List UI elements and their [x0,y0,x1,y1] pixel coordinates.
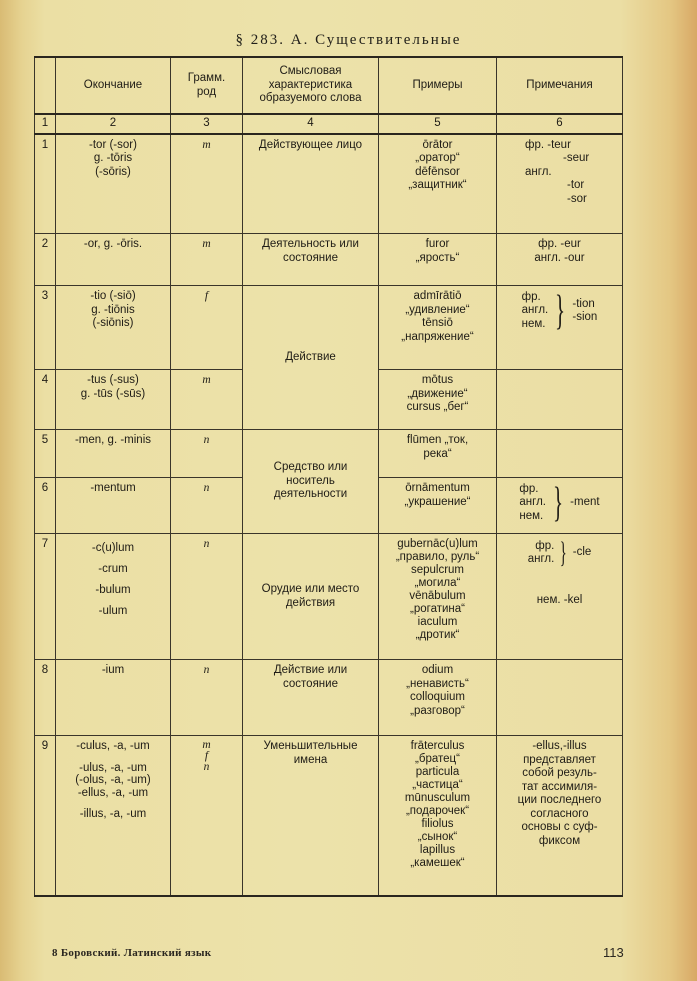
row-number: 3 [35,286,56,370]
gender-cell: n [171,478,243,534]
row-number: 6 [35,478,56,534]
example-line: река“ [423,447,452,460]
ending-line: (-olus, -a, -um) [75,774,151,786]
ending-line: -tor (-sor) [89,138,137,151]
table-row [35,660,623,736]
gender-cell: m [171,370,243,430]
examples-cell [379,370,497,430]
note-lang: англ. [521,304,549,317]
row-number: 9 [35,736,56,896]
meaning-cell: Уменьшительные имена [243,736,379,896]
table-row [35,736,623,896]
example-line: „сынок“ [417,831,458,843]
table-row [35,234,623,286]
examples-cell [379,660,497,736]
note-lang: англ. [519,496,546,509]
table-row [35,134,623,234]
gender-cell: f [171,286,243,370]
note-extra: нем. -kel [536,594,583,606]
note-line: фр. -teur [525,138,571,151]
note-line: -sor [567,192,587,205]
notes-cell [497,660,623,736]
note-lang: фр. [535,539,555,552]
examples-cell [379,286,497,370]
row-number: 7 [35,534,56,660]
ending-line: -or, g. -ōris. [83,238,143,250]
note-line: тат ассимиля- [521,780,598,793]
note-line: англ. [525,165,552,178]
brace-icon: } [553,480,564,526]
note-lang: нем. [521,317,546,330]
note-lang: нем. [519,509,544,522]
ending-cell [56,370,171,430]
note-line: англ. -our [534,251,585,264]
colnum: 6 [497,114,623,134]
notes-cell [497,430,623,478]
example-line: lapillus [419,844,456,856]
gender-cell: m [171,234,243,286]
ending-cell [56,430,171,478]
ending-line: -ulum [98,605,128,617]
example-line: „правило, руль“ [395,551,480,563]
note-suffix: -ment [570,496,600,509]
note-suffix: -tion [572,297,595,310]
meaning-cell: Действующее лицо [243,134,379,234]
example-line: „могила“ [414,577,461,589]
note-line: -tor [567,179,585,191]
brace-icon: } [555,288,566,334]
example-line: gubernāc(u)lum [397,538,478,550]
examples-cell [379,736,497,896]
example-line: tēnsiō [422,317,453,329]
header-notes: Примечания [497,57,623,114]
note-brace-group [500,482,619,524]
example-line: furor [425,238,450,250]
ending-cell [56,234,171,286]
note-line: представляет [523,753,596,766]
example-line: „рогатина“ [410,603,465,615]
gender-cell: m [171,134,243,234]
colnum: 3 [171,114,243,134]
note-line: согласного [530,807,589,820]
example-line: cursus „бег“ [406,401,469,413]
example-line: flūmen „ток, [406,434,469,446]
colnum: 1 [35,114,56,134]
example-line: dēfēnsor [415,165,460,178]
ending-cell [56,660,171,736]
notes-cell [497,370,623,430]
ending-line [59,799,167,808]
note-line: ции последнего [517,794,602,806]
ending-line: -men, g. -minis [74,434,152,446]
footer-signature: 8 Боровский. Латинский язык [52,947,212,959]
example-line: „братец“ [415,753,460,765]
row-number: 5 [35,430,56,478]
ending-line: -bulum [95,584,131,596]
example-line: mōtus [421,374,454,386]
gender-cell: n [171,430,243,478]
meaning-cell: Средство или носитель деятельности [243,430,379,534]
row-number: 1 [35,134,56,234]
examples-cell [379,478,497,534]
gender-line: f [204,750,209,762]
notes-cell [497,286,623,370]
ending-line: -illus, -a, -um [79,808,147,820]
example-line: „оратор“ [415,152,460,164]
example-line: „движение“ [407,387,468,400]
table-row [35,534,623,660]
examples-cell [379,234,497,286]
gender-cell: n [171,534,243,660]
colnum: 2 [56,114,171,134]
example-line: frāterculus [410,740,465,752]
example-line: particula [415,766,460,778]
notes-cell [497,478,623,534]
row-number: 2 [35,234,56,286]
note-langs [522,291,549,332]
example-line: „удивление“ [405,303,470,316]
note-line: собой резуль- [522,767,597,779]
note-brace-group [500,538,619,568]
ending-line: -tio (-siō) [90,290,136,302]
notes-cell [497,736,623,896]
gender-cell [171,736,243,896]
note-line: основы с суф- [521,821,598,833]
ending-line: g. -tōris [93,152,133,164]
meaning-cell: Действие или состояние [243,660,379,736]
column-number-row [35,114,623,134]
note-lang: англ. [527,553,555,565]
gender-line: n [203,761,210,773]
ending-line [59,753,167,762]
example-line: „ярость“ [415,251,460,264]
gender-line: m [202,739,211,751]
header-number [35,57,56,114]
example-line: mūnusculum [404,792,471,804]
ending-line: -culus, -a, -um [76,740,150,752]
ending-line: (-sōris) [95,165,131,178]
ending-line: -ellus, -a, -um [77,786,149,799]
table-row [35,286,623,370]
note-langs [519,483,546,524]
row-number: 4 [35,370,56,430]
suffix-table [34,56,623,897]
example-line: „дротик“ [415,629,460,641]
note-line: -ellus,-illus [532,740,587,752]
ending-line: (-siōnis) [92,317,134,329]
ending-cell [56,286,171,370]
note-brace-group [500,290,619,332]
row-number: 8 [35,660,56,736]
example-line: odium [421,664,454,676]
ending-line: -crum [98,563,128,575]
example-line: „камешек“ [410,857,465,869]
note-lang: фр. [521,290,541,303]
ending-cell [56,478,171,534]
table-row [35,430,623,478]
example-line: ōrātor [422,138,453,151]
ending-cell [56,134,171,234]
table-header-row [35,57,623,114]
example-line: „разговор“ [410,704,465,717]
colnum: 5 [379,114,497,134]
header-meaning: Смысловая характеристика образуемого слова [243,57,379,114]
ending-line: -c(u)lum [91,542,135,554]
header-examples: Примеры [379,57,497,114]
meaning-cell: Деятельность или состояние [243,234,379,286]
examples-cell [379,430,497,478]
gender-cell: n [171,660,243,736]
example-line: „напряжение“ [401,330,474,343]
ending-cell [56,534,171,660]
example-line: vēnābulum [409,590,466,602]
notes-cell [497,534,623,660]
meaning-cell: Орудие или место действия [243,534,379,660]
example-line: „защитник“ [408,179,467,191]
brace-icon: } [559,536,568,569]
note-suffix: -cle [572,546,592,559]
note-langs [528,540,555,567]
page-number: 113 [603,945,624,960]
note-suffixes [572,298,597,325]
note-line: фиксом [538,834,581,847]
examples-cell [379,534,497,660]
example-line: admīrātiō [413,290,462,302]
ending-line: g. -tiōnis [91,303,135,316]
ending-line: g. -tūs (-sūs) [80,387,146,400]
ending-line: -mentum [90,482,136,494]
header-gender: Грамм. род [171,57,243,114]
note-suffix: -sion [572,311,598,323]
example-line: sepulcrum [410,564,465,576]
section-title: § 283. А. Существительные [235,32,462,48]
example-line: ōrnāmentum [405,482,470,494]
note-line: -seur [563,152,590,164]
example-line: colloquium [410,691,465,703]
note-lang: фр. [519,482,539,495]
example-line: „частица“ [412,779,463,791]
note-line: фр. -eur [538,238,581,250]
example-line: „украшение“ [404,495,471,508]
ending-line: -tus (-sus) [87,374,139,386]
ending-line: -ulus, -a, -um [79,761,147,774]
colnum: 4 [243,114,379,134]
example-line: „подарочек“ [405,805,470,817]
meaning-cell: Действие [243,286,379,430]
header-ending: Окончание [56,57,171,114]
ending-cell [56,736,171,896]
example-line: iaculum [417,616,458,628]
notes-cell [497,234,623,286]
example-line: filiolus [421,818,454,830]
ending-line: -ium [101,664,125,676]
notes-cell [497,134,623,234]
example-line: „ненависть“ [406,677,469,690]
examples-cell [379,134,497,234]
